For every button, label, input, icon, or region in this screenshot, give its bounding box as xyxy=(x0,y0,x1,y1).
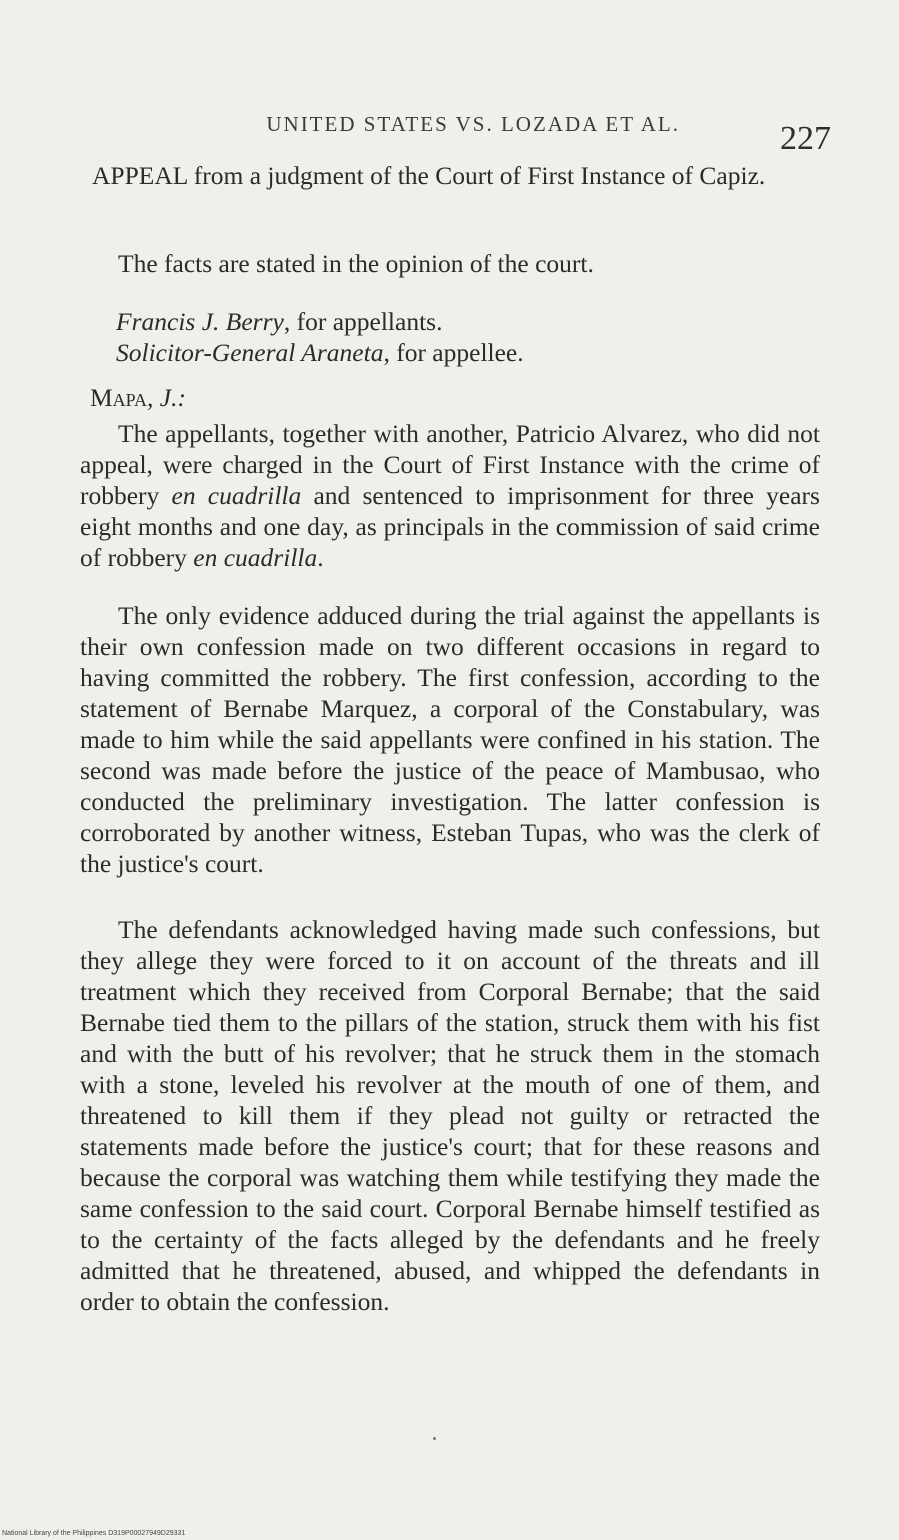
opinion-paragraph-3: The defendants acknowledged having made such confessions, but they allege they were forced to it on account of the threats and ill treatment which they received from Corporal Bernabe; that the said Bernabe tied them to the pillars of the station, struck them with his fist and with the butt of his revolver; that he struck them in the stomach with a stone, leveled his revolver at the mouth of one of them, and threatened to kill them if they plead not guilty or retracted the statements made before the justice's court; that for these reasons and because the corporal was watching them while testifying they made the same confession to the said court. Corporal Bernabe himself testified as to the certainty of the facts alleged by the defendants and he freely admitted that he threatened, abused, and whipped the defendants in order to obtain the confession. xyxy=(80,915,820,1316)
appellants-counsel-role: , for appellants. xyxy=(283,307,443,336)
running-title: UNITED STATES VS. LOZADA ET AL. xyxy=(266,112,680,136)
opinion-paragraph-2: The only evidence adduced during the trial against the appellants is their own confession made on two different occasions in regard to having committed the robbery. The first confession, according to the statement of Bernabe Marquez, a corporal of the Constabulary, was made to him while the said appellants were confined in his station. The second was made before the justice of the peace of Mambusao, who conducted the preliminary investigation. The latter confession is corroborated by another witness, Esteban Tupas, who was the clerk of the justice's court. xyxy=(80,601,820,878)
appellants-counsel-name: Francis J. Berry xyxy=(116,307,284,336)
appellee-counsel-role: , for appellee. xyxy=(383,338,524,367)
counsel-list xyxy=(116,306,816,368)
page-number: 227 xyxy=(780,120,831,157)
opinion-paragraph-1: The appellants, together with another, Patricio Alvarez, who did not appeal, were charged in the Court of First Instance with the crime of robbery en cuadrilla and sentenced to imprisonment for three years eight months and one day, as principals in the commission of said crime of robbery en cuadrilla. xyxy=(80,419,820,572)
judge-heading xyxy=(90,382,830,413)
legal-term: en cuadrilla xyxy=(171,481,302,510)
judge-suffix: , J.: xyxy=(147,383,186,412)
appeal-statement: APPEAL from a judgment of the Court of First Instance of Capiz. xyxy=(92,161,766,190)
counsel-appellee xyxy=(116,337,816,368)
appellee-counsel-name: Solicitor-General Araneta xyxy=(116,338,384,367)
judge-name: Mapa xyxy=(90,383,148,412)
counsel-appellants xyxy=(116,306,816,337)
facts-statement: The facts are stated in the opinion of the court. xyxy=(118,249,594,278)
legal-term: en cuadrilla xyxy=(193,543,318,572)
scan-footer: National Library of the Philippines D319P00027949D29331 xyxy=(2,1530,186,1537)
ink-speck xyxy=(433,1437,436,1440)
